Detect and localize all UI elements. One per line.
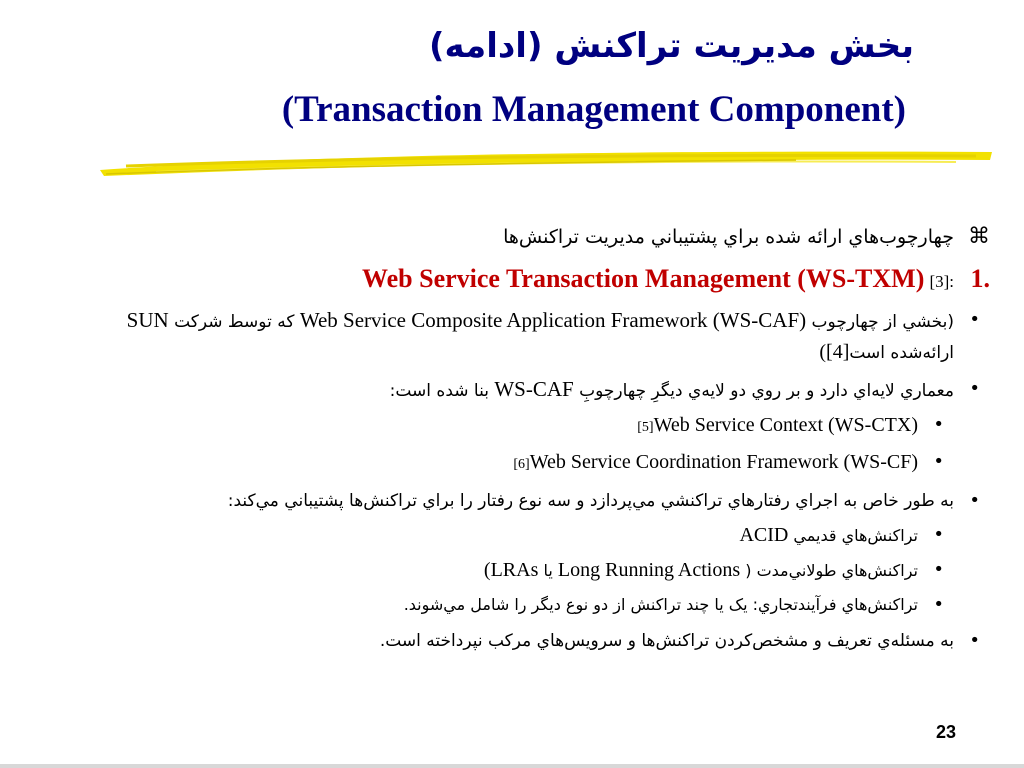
bullet-transaction-behaviors — [90, 486, 990, 516]
bullet-dot: • — [933, 414, 944, 435]
bullet-dot: • — [969, 378, 980, 399]
subbullet-acid — [90, 520, 954, 551]
bullet1-fa-post: ارائه‌شده است — [849, 343, 954, 363]
subbullet-ws-ctx — [90, 410, 954, 443]
lra-en: Long Running Actions — [557, 559, 741, 581]
ws-cf-text: Web Service Coordination Framework (WS-CF) — [529, 451, 918, 473]
item-number: .1 — [970, 264, 990, 293]
bullet-layered-architecture — [90, 374, 990, 406]
subbullet-ws-cf — [90, 447, 954, 480]
bullet-dot: • — [969, 630, 980, 651]
bullet2-fa-post: بنا شده است: — [389, 381, 489, 401]
bullet-dot: • — [933, 559, 944, 580]
bullet1-fa-mid: كه توسط شركت — [174, 312, 295, 332]
bullet1-fa-pre: (بخشي از چهارچوب — [811, 312, 954, 332]
intro-text: چهارچوب‌هاي ارائه شده براي پشتيباني مديريت تراكنش‌ها — [503, 226, 954, 248]
bullet-dot: • — [933, 451, 944, 472]
bullet-limitation — [90, 626, 990, 656]
lra-fa: تراكنش‌هاي طولاني‌مدت ( — [745, 561, 918, 580]
bullet1-sun: SUN — [126, 308, 169, 332]
bullet-ws-caf-part — [90, 305, 990, 368]
page-number: 23 — [935, 722, 956, 742]
slide-title-persian: بخش مدیریت تراکنش (ادامه) — [429, 26, 914, 66]
bullet-dot: • — [933, 524, 944, 545]
command-key-icon: ⌘ — [968, 224, 990, 249]
ws-ctx-ref: [5] — [637, 420, 654, 435]
bullet-dot: • — [969, 490, 980, 511]
bullet3-text: به طور خاص به اجراي رفتارهاي تراكنشي مي‌پردازد و سه نوع رفتار را براي تراكنش‌ها پشتيباني مي‌كند: — [227, 491, 954, 511]
intro-line — [90, 222, 990, 252]
bullet2-fa-pre: معماري لايه‌اي دارد و بر روي دو لايه‌ي ديگرِ چهارچوبِ — [579, 381, 954, 401]
slide-title-english: (Transaction Management Component) — [281, 89, 906, 130]
numbered-item-1 — [90, 262, 990, 299]
bp-text: تراكنش‌هاي فرآيندتجاري: يک يا چند تراكنش از دو نوع ديگر را شامل مي‌شوند. — [403, 595, 918, 614]
bullet2-en: WS-CAF — [494, 377, 574, 401]
bullet-dot: • — [969, 309, 980, 330]
bullet1-en: Web Service Composite Application Framework (WS-CAF) — [299, 308, 807, 332]
bottom-divider — [0, 764, 1024, 768]
ws-ctx-text: Web Service Context (WS-CTX) — [653, 414, 918, 436]
ws-txm-title: Web Service Transaction Management (WS-TXM) — [362, 264, 925, 293]
bullet4-text: به مسئله‌ي تعريف و مشخص‌كردن تراكنش‌ها و سرويس‌هاي مركب نپرداخته است. — [379, 631, 954, 651]
lra-abbr: LRAs) — [483, 559, 539, 581]
ws-txm-ref: [3]: — [929, 272, 954, 291]
lra-ya: يا — [543, 561, 553, 580]
subbullet-lra — [90, 555, 954, 586]
bullet-dot: • — [933, 594, 944, 615]
ws-cf-ref: [6] — [513, 457, 530, 472]
acid-en: ACID — [739, 524, 789, 546]
bullet1-ref: [4]) — [819, 341, 850, 363]
yellow-brush-stroke — [96, 146, 996, 180]
acid-fa: تراكنش‌هاي قديمي — [793, 526, 918, 545]
slide-content — [90, 222, 990, 656]
subbullet-business-process — [90, 590, 954, 620]
